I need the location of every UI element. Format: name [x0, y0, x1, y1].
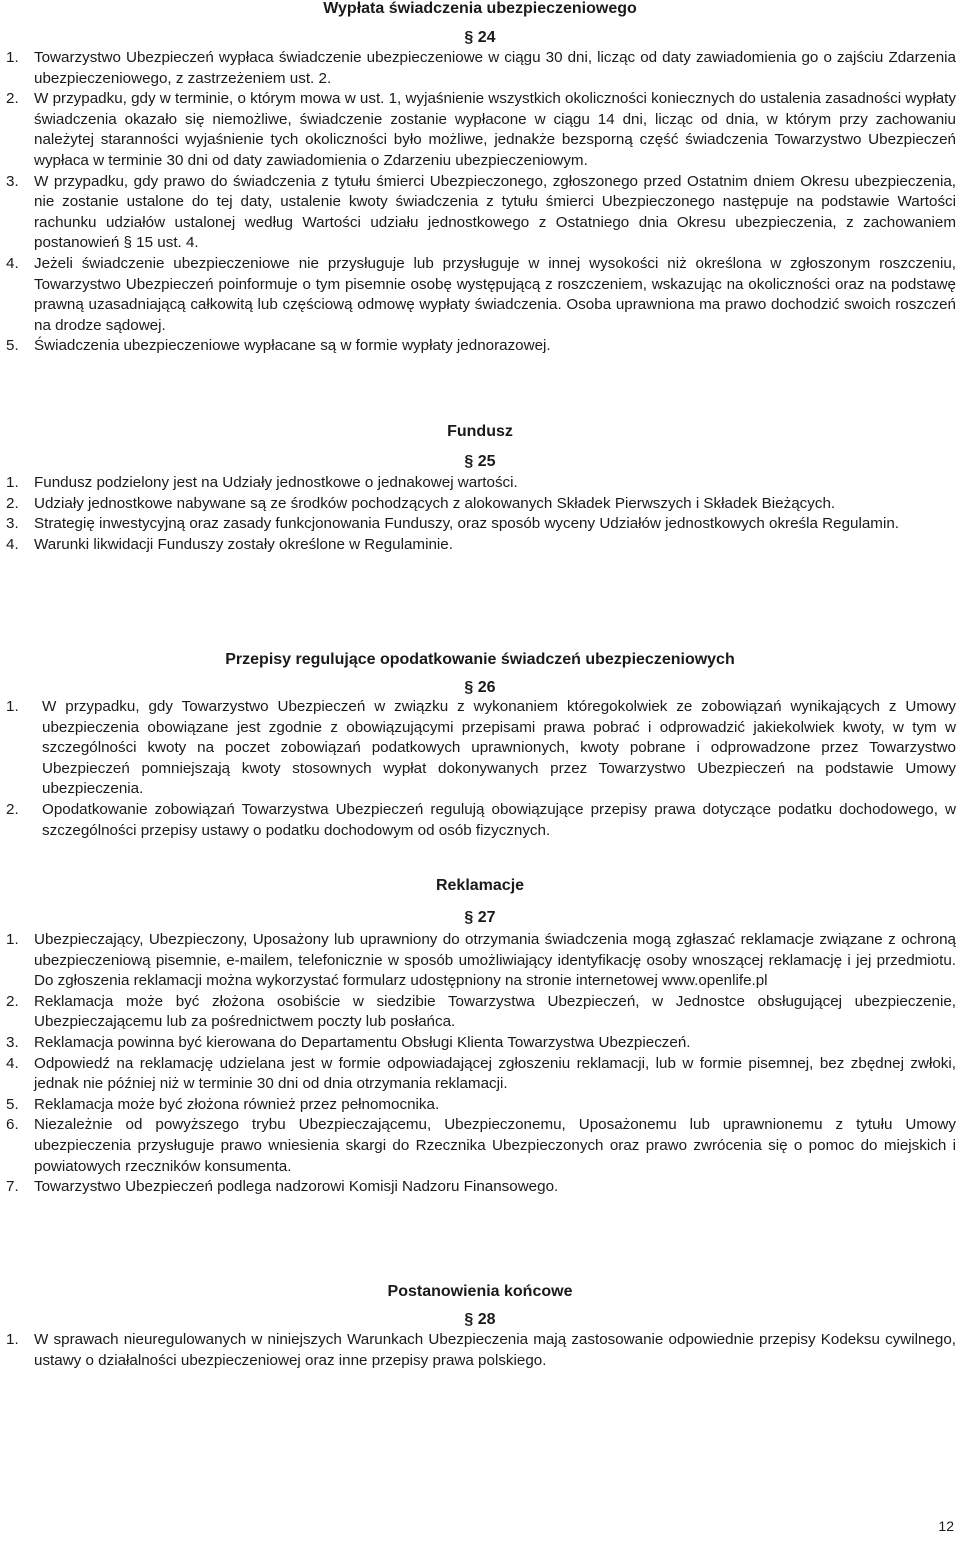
item-text: Ubezpieczający, Ubezpieczony, Uposażony lub uprawniony do otrzymania świadczenia mogą zgłaszać reklamacje związane z ochroną ubezpieczeniową pisemnie, e-mailem, telefonicznie w sposób umożliwiający identyfikację osoby wnoszącej reklamację i jej przedmiotu. Do zgłoszenia reklamacji można wykorzystać formularz udostępniony na stronie internetowej www.openlife.pl [34, 931, 956, 990]
item-number: 2. [6, 800, 19, 818]
item-text: W przypadku, gdy w terminie, o którym mowa w ust. 1, wyjaśnienie wszystkich okoliczności koniecznych do ustalenia zasadności wypłaty świadczenia okazało się niemożliwe, świadczenie zostanie wypłacone w ciągu 14 dni, licząc od dnia, w którym przy zachowaniu należytej staranności wyjaśnienie tych okoliczności było możliwe, jednakże bezsporną część świadczenia Towarzystwo Ubezpieczeń wypłaca w terminie 30 dni od daty zawiadomienia o Zdarzeniu ubezpieczeniowym. [34, 90, 956, 169]
item-text: W przypadku, gdy prawo do świadczenia z tytułu śmierci Ubezpieczonego, zgłoszonego przed Ostatnim dniem Okresu ubezpieczenia, nie zostanie ustalone do tej daty, ustalenie kwoty świadczenia z tytułu śmierci Ubezpieczonego następuje na podstawie Wartości rachunku udziałów ustalonej według Wartości udziału jednostkowego z Ostatniego dnia Okresu ubezpieczenia, z zachowaniem postanowień § 15 ust. 4. [34, 172, 956, 252]
list-item [6, 535, 956, 556]
list-item [6, 1054, 956, 1095]
item-number: 6. [6, 1116, 19, 1134]
item-number: 2. [6, 90, 19, 108]
list-item [6, 697, 956, 800]
item-text: Odpowiedź na reklamację udzielana jest w formie odpowiadającej zgłoszeniu reklamacji, lub w formie pisemnej, bez zbędnej zwłoki, jednak nie później niż w terminie 30 dni od dnia otrzymania reklamacji. [34, 1054, 956, 1093]
paragraph-number-24: § 24 [464, 29, 496, 46]
list-item [6, 800, 956, 841]
item-number: 3. [6, 172, 19, 190]
item-text: Fundusz podzielony jest na Udziały jednostkowe o jednakowej wartości. [34, 474, 518, 491]
item-text: Strategię inwestycyjną oraz zasady funkcjonowania Funduszy, oraz sposób wyceny Udziałów jednostkowych określa Regulamin. [34, 515, 899, 533]
item-number: 1. [6, 474, 19, 491]
item-text: Warunki likwidacji Funduszy zostały określone w Regulaminie. [34, 535, 453, 553]
list-item [6, 1033, 956, 1054]
item-number: 3. [6, 515, 19, 533]
item-number: 1. [6, 1331, 19, 1348]
list-item [6, 48, 956, 89]
item-number: 3. [6, 1033, 19, 1051]
item-text: Towarzystwo Ubezpieczeń podlega nadzorowi Komisji Nadzoru Finansowego. [34, 1178, 559, 1196]
item-text: Towarzystwo Ubezpieczeń wypłaca świadczenie ubezpieczeniowe w ciągu 30 dni, licząc od daty zawiadomienia go o zajściu Zdarzenia ubezpieczeniowego, z zastrzeżeniem ust. 2. [34, 49, 956, 87]
section-24-list [6, 48, 956, 357]
paragraph-number-26: § 26 [464, 679, 496, 696]
item-number: 2. [6, 992, 19, 1010]
item-number: 5. [6, 337, 19, 355]
section-26-list [6, 697, 956, 841]
list-item [6, 1330, 956, 1371]
section-heading-reklamacje: Reklamacje [435, 877, 525, 894]
list-item [6, 89, 956, 171]
item-text: Opodatkowanie zobowiązań Towarzystwa Ubezpieczeń regulują obowiązujące przepisy prawa dotyczące podatku dochodowego, w szczególności przepisy ustawy o podatku dochodowym od osób fizycznych. [42, 800, 956, 839]
item-number: 7. [6, 1178, 19, 1196]
list-item [6, 992, 956, 1033]
list-item [6, 254, 956, 336]
item-number: 1. [6, 931, 19, 948]
list-item [6, 172, 956, 254]
list-item [6, 473, 956, 494]
list-item [6, 1177, 956, 1198]
paragraph-number-28: § 28 [464, 1311, 496, 1328]
item-number: 4. [6, 254, 19, 272]
item-text: Reklamacja może być złożona osobiście w siedzibie Towarzystwa Ubezpieczeń, w Jednostce obsługującej ubezpieczenie, Ubezpieczającemu lub za pośrednictwem poczty lub posłańca. [34, 992, 956, 1031]
list-item [6, 336, 956, 357]
item-text: W przypadku, gdy Towarzystwo Ubezpieczeń w związku z wykonaniem któregokolwiek ze zobowiązań wynikających z Umowy ubezpieczenia obowiązane jest zgodnie z obowiązującymi przepisami prawa pobrać i odprowadzić jakiekolwiek kwoty, w tym w szczególności kwoty na poczet zobowiązań podatkowych uprawnionych, kwoty pobrane i odprowadzone przez Towarzystwo Ubezpieczeń pomniejszają kwoty stosownych wypłat dokonywanych przez Towarzystwo Ubezpieczeń na podstawie Umowy ubezpieczenia. [42, 698, 956, 798]
item-number: 1. [6, 698, 19, 715]
section-heading-przepisy: Przepisy regulujące opodatkowanie świadczeń ubezpieczeniowych [225, 651, 735, 668]
item-text: W sprawach nieuregulowanych w niniejszych Warunkach Ubezpieczenia mają zastosowanie odpowiednie przepisy Kodeksu cywilnego, ustawy o działalności ubezpieczeniowej oraz inne przepisy prawa polskiego. [34, 1331, 956, 1369]
item-number: 1. [6, 49, 19, 66]
page-number: 12 [938, 1518, 954, 1534]
item-text: Niezależnie od powyższego trybu Ubezpieczającemu, Ubezpieczonemu, Uposażonemu lub uprawnionemu z tytułu Umowy ubezpieczenia przysługuje prawo wniesienia skargi do Rzecznika Ubezpieczonych oraz prawo zwrócenia się o pomoc do miejskich i powiatowych rzeczników konsumenta. [34, 1116, 956, 1175]
item-text: Świadczenia ubezpieczeniowe wypłacane są w formie wypłaty jednorazowej. [34, 337, 551, 355]
section-28-list [6, 1330, 956, 1371]
list-item [6, 514, 956, 535]
item-text: Jeżeli świadczenie ubezpieczeniowe nie przysługuje lub przysługuje w innej wysokości niż określona w zgłoszonym roszczeniu, Towarzystwo Ubezpieczeń poinformuje o tym pisemnie osobę występującą z roszczeniem, wskazując na okoliczności oraz na podstawę prawną uzasadniającą całkowitą lub częściową odmowę wypłaty świadczenia. Osoba uprawniona ma prawo dochodzić swoich roszczeń na drodze sądowej. [34, 254, 956, 334]
list-item [6, 1115, 956, 1177]
item-text: Reklamacja powinna być kierowana do Departamentu Obsługi Klienta Towarzystwa Ubezpieczeń. [34, 1033, 691, 1051]
section-27-list [6, 930, 956, 1198]
item-text: Reklamacja może być złożona również przez pełnomocnika. [34, 1095, 440, 1113]
section-heading-fundusz: Fundusz [447, 423, 513, 440]
list-item [6, 494, 956, 515]
item-text: Udziały jednostkowe nabywane są ze środków pochodzących z alokowanych Składek Pierwszych i Składek Bieżących. [34, 494, 836, 512]
section-heading-postanowienia: Postanowienia końcowe [387, 1283, 573, 1300]
item-number: 5. [6, 1095, 19, 1113]
item-number: 4. [6, 1054, 19, 1072]
item-number: 4. [6, 535, 19, 553]
paragraph-number-25: § 25 [464, 453, 496, 470]
item-number: 2. [6, 494, 19, 512]
list-item [6, 930, 956, 992]
paragraph-number-27: § 27 [464, 909, 496, 926]
list-item [6, 1095, 956, 1116]
section-25-list [6, 473, 956, 555]
document-title: Wypłata świadczenia ubezpieczeniowego [323, 0, 637, 17]
